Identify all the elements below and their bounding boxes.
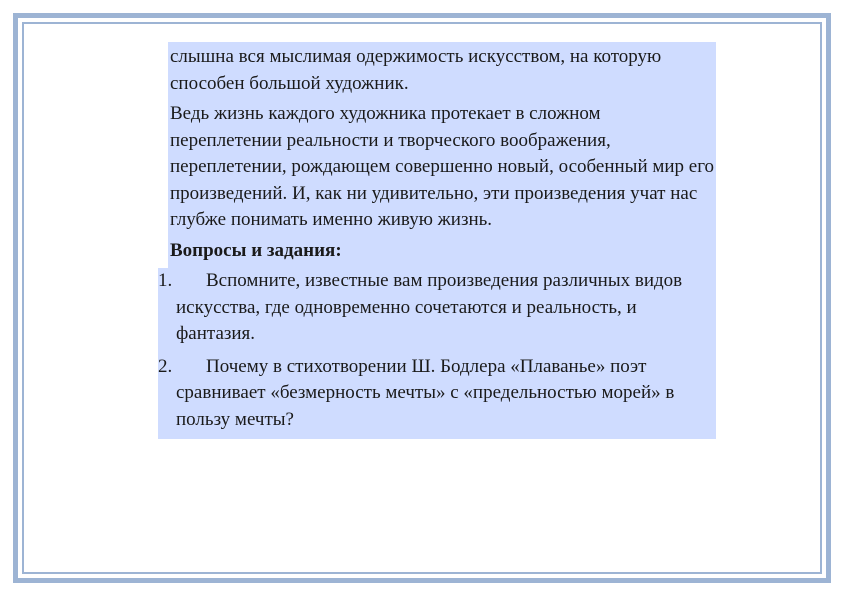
paragraph-2: Ведь жизнь каждого художника протекает в сложном переплетении реальности и творческого воображения, переплетении, рождающем совершенно новый, особенный мир его произведений. И, как ни удивительно, эти произведения учат нас глубже понимать именно живую жизнь. — [168, 97, 716, 234]
document-text-block — [158, 42, 716, 439]
list-item-number: 1. — [158, 270, 173, 291]
list-item — [158, 268, 716, 354]
section-heading: Вопросы и задания: — [168, 234, 716, 269]
question-list — [158, 268, 716, 439]
list-item-number: 2. — [158, 355, 173, 377]
list-item — [158, 354, 716, 440]
list-item-text: Почему в стихотворении Ш. Бодлера «Плаванье» поэт сравнивает «безмерность мечты» с «предельностью морей» в пользу мечты? — [176, 355, 675, 430]
paragraph-1: слышна вся мыслимая одержимость искусством, на которую способен большой художник. — [168, 42, 716, 97]
list-item-text: Вспомните, известные вам произведения различных видов искусства, где одновременно сочетаются и реальность, и фантазия. — [176, 270, 683, 344]
